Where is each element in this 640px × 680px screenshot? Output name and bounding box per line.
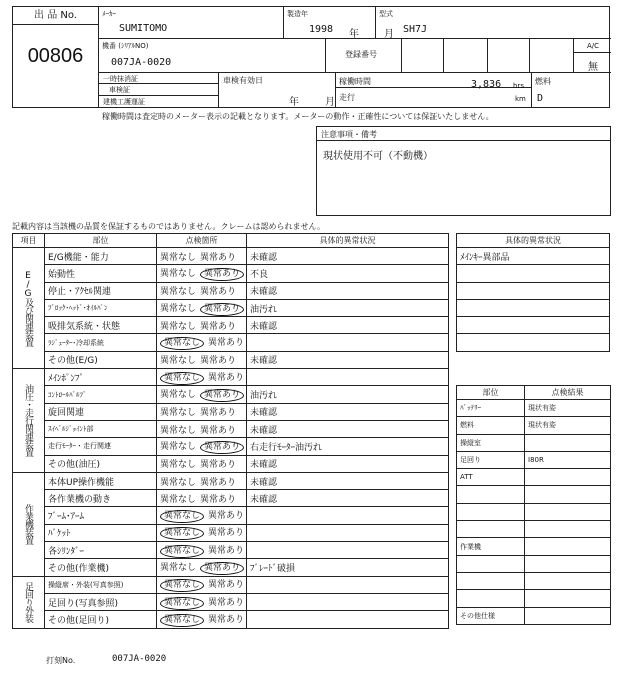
check-ng: 異常あり — [208, 545, 245, 556]
check-cell — [157, 403, 247, 420]
results-row — [457, 400, 611, 417]
check-cell — [157, 438, 247, 455]
part-cell: ﾗｼﾞｪｰﾀｰ･冷却系統 — [45, 334, 157, 351]
check-ok: 異常なし — [160, 545, 204, 558]
part-cell: その他(油圧) — [45, 455, 157, 472]
right-detail-row — [457, 317, 610, 334]
check-ok: 異常なし — [160, 321, 197, 332]
detail-cell: 右走行ﾓｰﾀｰ油汚れ — [247, 438, 449, 455]
part-cell: ｽｲﾍﾞﾙｼﾞｮｲﾝﾄ部 — [45, 420, 157, 437]
lot-box — [13, 7, 99, 107]
maker-label: ﾒｰｶｰ — [102, 10, 116, 18]
detail-cell: 未確認 — [247, 472, 449, 489]
check-cell — [157, 317, 247, 334]
row-hours — [99, 73, 611, 108]
check-ok: 異常なし — [160, 303, 197, 314]
lot-label: 出 品 No. — [13, 7, 98, 25]
inspection-row — [13, 299, 449, 316]
permit-list — [99, 73, 219, 107]
results-table — [456, 385, 611, 625]
right-detail-table — [456, 233, 610, 352]
results-header-row — [457, 386, 611, 400]
check-cell — [157, 593, 247, 610]
detail-cell: 未確認 — [247, 248, 449, 265]
inspection-table — [12, 233, 449, 629]
inspection-row — [13, 611, 449, 628]
inspection-row — [13, 593, 449, 610]
detail-cell: 未確認 — [247, 317, 449, 334]
part-cell: E/G機能・能力 — [45, 248, 157, 265]
right-detail-row — [457, 248, 610, 265]
permit-3: 建機工護運証 — [103, 98, 145, 106]
results-value — [525, 521, 611, 538]
right-detail-cell — [457, 334, 610, 351]
inspection-row — [13, 420, 449, 437]
check-ok: 異常なし — [160, 614, 204, 627]
check-ng: 異常あり — [200, 494, 237, 505]
part-cell: 旋回関連 — [45, 403, 157, 420]
permit-2: 車検証 — [109, 86, 130, 94]
check-ok: 異常なし — [160, 268, 197, 279]
results-part — [457, 590, 525, 607]
check-ng: 異常あり — [200, 562, 244, 575]
inspection-month-unit: 月 — [325, 97, 335, 108]
results-row — [457, 590, 611, 607]
check-ok: 異常なし — [160, 579, 204, 592]
check-ng: 異常あり — [200, 303, 244, 316]
check-ng: 異常あり — [208, 338, 245, 349]
results-value: 現状有姿 — [525, 417, 611, 434]
check-ng: 異常あり — [200, 408, 237, 419]
year-label: 製造年 — [287, 10, 308, 18]
right-detail-row — [457, 299, 610, 316]
check-cell — [157, 472, 247, 489]
inspection-row — [13, 455, 449, 472]
check-cell — [157, 524, 247, 541]
permit-1: 一時抹消証 — [103, 75, 138, 83]
check-cell — [157, 334, 247, 351]
results-header-1: 点検結果 — [525, 386, 611, 400]
inspection-row — [13, 438, 449, 455]
detail-cell — [247, 611, 449, 628]
right-detail-cell — [457, 299, 610, 316]
serial-label: 機番 (ｼﾘｱﾙNO) — [102, 42, 149, 50]
check-ng: 異常あり — [200, 321, 237, 332]
check-ng: 異常あり — [200, 287, 237, 298]
part-cell: その他(足回り) — [45, 611, 157, 628]
results-part — [457, 572, 525, 589]
check-ok: 異常なし — [160, 477, 197, 488]
results-row — [457, 503, 611, 520]
quality-notice: 記載内容は当該機の品質を保証するものではありません。クレームは認められません。 — [12, 222, 325, 231]
results-row — [457, 555, 611, 572]
inspection-row — [13, 403, 449, 420]
part-cell: ﾒｲﾝﾎﾟﾝﾌﾟ — [45, 369, 157, 386]
part-cell: ﾌﾞﾛｯｸ･ﾍｯﾄﾞ･ｵｲﾙﾊﾟﾝ — [45, 299, 157, 316]
part-cell: 各作業機の動き — [45, 490, 157, 507]
results-part — [457, 521, 525, 538]
check-ng: 異常あり — [200, 477, 237, 488]
inspection-header-3: 具体的異常状況 — [247, 234, 449, 248]
group-name: 足回り外装 — [23, 582, 33, 623]
detail-cell — [247, 334, 449, 351]
group-name: E/G及び関連装置 — [23, 270, 33, 346]
detail-cell — [247, 542, 449, 559]
check-ok: 異常なし — [160, 390, 197, 401]
lot-number: 00806 — [27, 45, 84, 67]
stamp-label: 打刻No. — [46, 656, 76, 665]
results-part: ATT — [457, 469, 525, 486]
check-cell — [157, 490, 247, 507]
ac-label: A/C — [587, 42, 600, 50]
inspection-row — [13, 542, 449, 559]
right-detail-cell — [457, 317, 610, 334]
check-ok: 異常なし — [160, 287, 197, 298]
group-label — [13, 369, 45, 473]
check-ng: 異常あり — [200, 425, 237, 436]
results-row — [457, 434, 611, 451]
part-cell: 停止・ｱｸｾﾙ関連 — [45, 282, 157, 299]
part-cell: その他(作業機) — [45, 559, 157, 576]
part-cell: ﾌﾞｰﾑ･ｱｰﾑ — [45, 507, 157, 524]
check-cell — [157, 386, 247, 403]
results-value — [525, 469, 611, 486]
check-cell — [157, 265, 247, 282]
inspection-header-0: 項目 — [13, 234, 45, 248]
detail-cell — [247, 524, 449, 541]
check-cell — [157, 576, 247, 593]
check-ok: 異常なし — [160, 494, 197, 505]
results-row — [457, 607, 611, 624]
results-value — [525, 503, 611, 520]
remarks-text: 現状使用不可（不動機） — [323, 151, 433, 162]
detail-cell: 不良 — [247, 265, 449, 282]
part-cell: 操縦席・外装(写真参照) — [45, 576, 157, 593]
ac-value: 無 — [588, 62, 598, 73]
hours-notice: 稼働時間は査定時のメーター表示の記載となります。メーターの動作・正確性については保証いたしません。 — [102, 112, 494, 121]
inspection-row — [13, 282, 449, 299]
check-ng: 異常あり — [200, 268, 244, 281]
results-row — [457, 451, 611, 468]
results-value: I80R — [525, 451, 611, 468]
check-ok: 異常なし — [160, 510, 204, 523]
remarks-title: 注意事項・備考 — [321, 130, 377, 139]
model-label: 型式 — [379, 10, 393, 18]
results-row — [457, 572, 611, 589]
results-part: 燃料 — [457, 417, 525, 434]
reg-label: 登録番号 — [345, 50, 377, 59]
check-cell — [157, 299, 247, 316]
check-cell — [157, 420, 247, 437]
results-row — [457, 417, 611, 434]
fuel-label: 燃料 — [535, 77, 551, 86]
check-ng: 異常あり — [208, 614, 245, 625]
check-ng: 異常あり — [200, 356, 237, 367]
part-cell: その他(E/G) — [45, 351, 157, 368]
part-cell: 走行ﾓｰﾀｰ・走行関連 — [45, 438, 157, 455]
inspection-row — [13, 265, 449, 282]
hours-label: 稼働時間 — [339, 77, 371, 86]
check-cell — [157, 559, 247, 576]
group-name: 作業機装置 — [23, 504, 33, 545]
inspection-year-unit: 年 — [289, 97, 299, 108]
check-cell — [157, 282, 247, 299]
check-ng: 異常あり — [208, 511, 245, 522]
results-part: その他仕様 — [457, 607, 525, 624]
group-name: 油圧・走行関連装置 — [23, 384, 33, 457]
detail-cell — [247, 369, 449, 386]
row-maker — [99, 7, 611, 39]
inspection-row — [13, 524, 449, 541]
row-serial — [99, 39, 611, 73]
inspection-row — [13, 490, 449, 507]
fuel-value: D — [537, 93, 544, 104]
check-ng: 異常あり — [208, 597, 245, 608]
right-detail-cell — [457, 282, 610, 299]
part-cell: 足回り(写真参照) — [45, 593, 157, 610]
check-ok: 異常なし — [160, 441, 197, 452]
check-ng: 異常あり — [200, 389, 244, 402]
inspection-row — [13, 334, 449, 351]
check-cell — [157, 369, 247, 386]
results-value — [525, 434, 611, 451]
detail-cell: 油汚れ — [247, 299, 449, 316]
inspection-header-row — [13, 234, 449, 248]
hours-unit: hrs — [513, 82, 524, 90]
group-label — [13, 576, 45, 628]
part-cell: ﾊﾞｹｯﾄ — [45, 524, 157, 541]
detail-cell — [247, 507, 449, 524]
check-cell — [157, 455, 247, 472]
header-block — [12, 6, 610, 108]
detail-cell: 未確認 — [247, 420, 449, 437]
inspection-row — [13, 559, 449, 576]
check-ng: 異常あり — [208, 580, 245, 591]
right-detail-cell: ﾒｲﾝｷｰ異部品 — [457, 248, 610, 265]
check-ok: 異常なし — [160, 372, 204, 385]
inspection-header-1: 部位 — [45, 234, 157, 248]
results-row — [457, 469, 611, 486]
check-ng: 異常あり — [208, 372, 245, 383]
part-cell: 始動性 — [45, 265, 157, 282]
inspection-row — [13, 369, 449, 386]
year-unit: 年 — [349, 29, 359, 40]
check-ok: 異常なし — [160, 356, 197, 367]
results-part: 足回り — [457, 451, 525, 468]
check-ng: 異常あり — [200, 460, 237, 471]
detail-cell: 未確認 — [247, 403, 449, 420]
results-row — [457, 538, 611, 555]
results-value — [525, 607, 611, 624]
inspection-row — [13, 472, 449, 489]
inspection-row — [13, 248, 449, 265]
inspection-row — [13, 351, 449, 368]
part-cell: 吸排気系統・状態 — [45, 317, 157, 334]
results-part: 操縦室 — [457, 434, 525, 451]
travel-label: 走行 — [339, 93, 355, 102]
inspection-row — [13, 507, 449, 524]
part-cell: 本体UP操作機能 — [45, 472, 157, 489]
detail-cell: 未確認 — [247, 490, 449, 507]
results-part: 作業機 — [457, 538, 525, 555]
detail-cell: 未確認 — [247, 455, 449, 472]
detail-cell — [247, 576, 449, 593]
results-value — [525, 486, 611, 503]
right-detail-row — [457, 265, 610, 282]
results-part — [457, 555, 525, 572]
group-label — [13, 248, 45, 369]
right-detail-row — [457, 334, 610, 351]
check-ok: 異常なし — [160, 460, 197, 471]
check-ok: 異常なし — [160, 252, 197, 263]
hours-value: 3,836 — [471, 79, 502, 90]
check-cell — [157, 542, 247, 559]
results-part — [457, 486, 525, 503]
check-ng: 異常あり — [200, 441, 244, 454]
results-part: ﾊﾞｯﾃﾘｰ — [457, 400, 525, 417]
right-detail-header: 具体的異常状況 — [457, 234, 610, 248]
check-ok: 異常なし — [160, 337, 204, 350]
check-ok: 異常なし — [160, 425, 197, 436]
inspection-row — [13, 576, 449, 593]
part-cell: 各ｼﾘﾝﾀﾞｰ — [45, 542, 157, 559]
group-label — [13, 472, 45, 576]
serial-value: 007JA-0020 — [111, 57, 172, 68]
year-value: 1998 — [309, 24, 334, 35]
detail-cell: 未確認 — [247, 282, 449, 299]
check-ng: 異常あり — [200, 252, 237, 263]
check-ok: 異常なし — [160, 562, 197, 573]
results-value — [525, 555, 611, 572]
remarks-box — [316, 126, 611, 216]
detail-cell: ﾌﾞﾚｰﾄﾞ破損 — [247, 559, 449, 576]
detail-cell: 油汚れ — [247, 386, 449, 403]
check-cell — [157, 351, 247, 368]
check-cell — [157, 507, 247, 524]
results-row — [457, 521, 611, 538]
model-value: SH7J — [403, 24, 428, 35]
check-cell — [157, 248, 247, 265]
right-detail-row — [457, 282, 610, 299]
results-header-0: 部位 — [457, 386, 525, 400]
detail-cell — [247, 593, 449, 610]
inspection-label: 車検有効日 — [223, 76, 263, 85]
results-value — [525, 538, 611, 555]
check-ng: 異常あり — [208, 528, 245, 539]
stamp-value: 007JA-0020 — [112, 654, 167, 664]
check-cell — [157, 611, 247, 628]
km-unit: km — [515, 95, 526, 103]
results-row — [457, 486, 611, 503]
results-value — [525, 572, 611, 589]
results-value: 現状有姿 — [525, 400, 611, 417]
right-detail-header-row — [457, 234, 610, 248]
inspection-header-2: 点検箇所 — [157, 234, 247, 248]
results-value — [525, 590, 611, 607]
inspection-row — [13, 317, 449, 334]
check-ok: 異常なし — [160, 527, 204, 540]
maker-value: SUMITOMO — [119, 23, 168, 34]
inspection-row — [13, 386, 449, 403]
detail-cell: 未確認 — [247, 351, 449, 368]
results-part — [457, 503, 525, 520]
part-cell: ｺﾝﾄﾛｰﾙﾊﾞﾙﾌﾞ — [45, 386, 157, 403]
check-ok: 異常なし — [160, 597, 204, 610]
month-unit: 月 — [384, 29, 394, 40]
check-ok: 異常なし — [160, 408, 197, 419]
right-detail-cell — [457, 265, 610, 282]
